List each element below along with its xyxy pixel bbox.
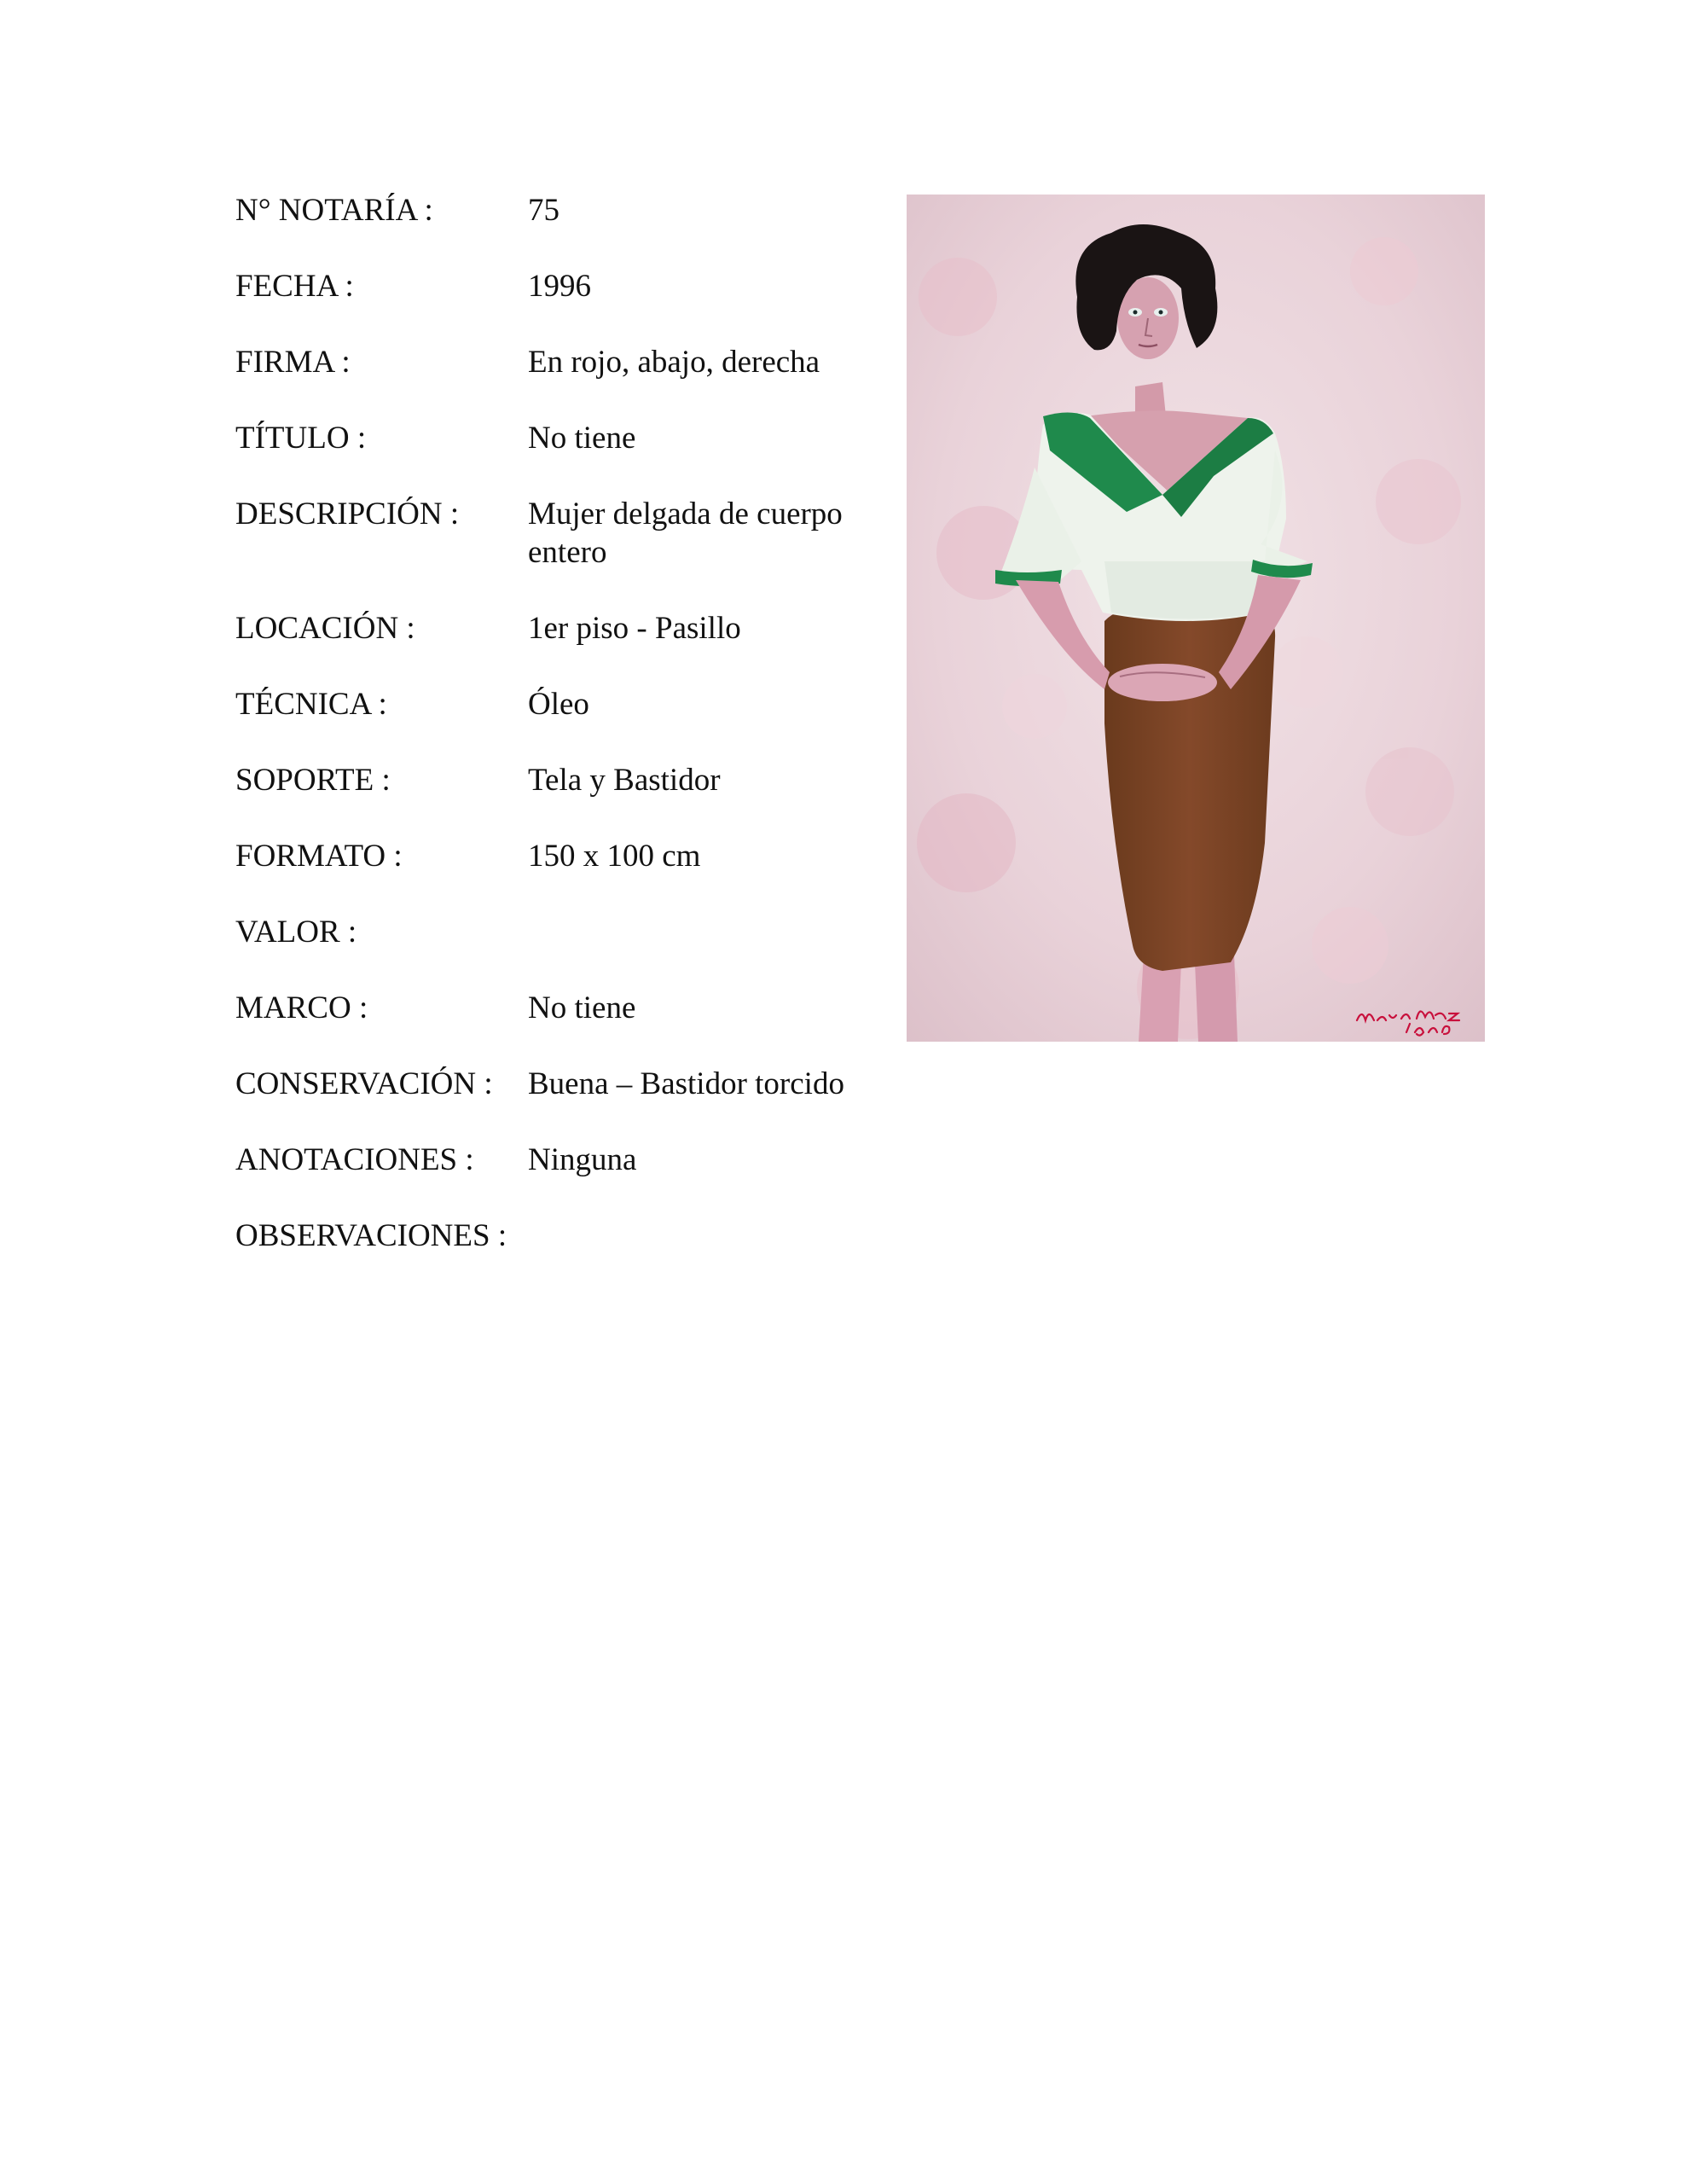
field-label: FIRMA : bbox=[235, 345, 351, 380]
field-value: Tela y Bastidor bbox=[528, 763, 721, 798]
field-value: Mujer delgada de cuerpo entero bbox=[528, 497, 843, 570]
field-value: No tiene bbox=[528, 990, 636, 1025]
field-label: N° NOTARÍA : bbox=[235, 193, 433, 228]
field-label: VALOR : bbox=[235, 915, 357, 950]
field-value: Ninguna bbox=[528, 1142, 637, 1177]
field-value: 1996 bbox=[528, 269, 591, 304]
field-label: DESCRIPCIÓN : bbox=[235, 497, 460, 531]
field-row-notaria bbox=[235, 191, 884, 229]
field-label: OBSERVACIONES : bbox=[235, 1218, 507, 1253]
field-label: ANOTACIONES : bbox=[235, 1142, 474, 1177]
field-row-locacion bbox=[235, 609, 884, 648]
field-label: FECHA : bbox=[235, 269, 354, 304]
field-row-observaciones bbox=[235, 1217, 884, 1255]
field-row-firma bbox=[235, 343, 884, 381]
field-label: TÉCNICA : bbox=[235, 687, 387, 722]
field-label: LOCACIÓN : bbox=[235, 611, 415, 646]
field-label: FORMATO : bbox=[235, 839, 403, 874]
field-row-tecnica bbox=[235, 685, 884, 723]
field-value: 1er piso - Pasillo bbox=[528, 611, 741, 646]
field-value: En rojo, abajo, derecha bbox=[528, 345, 820, 380]
field-row-marco bbox=[235, 989, 884, 1027]
field-row-fecha bbox=[235, 267, 884, 305]
field-value: Buena – Bastidor torcido bbox=[528, 1066, 844, 1101]
field-label: TÍTULO : bbox=[235, 421, 367, 456]
field-value: No tiene bbox=[528, 421, 636, 456]
field-label: SOPORTE : bbox=[235, 763, 391, 798]
field-value: 150 x 100 cm bbox=[528, 839, 701, 874]
field-value: Óleo bbox=[528, 687, 589, 722]
painting-image bbox=[907, 195, 1485, 1042]
field-row-titulo bbox=[235, 419, 884, 457]
field-row-anotaciones bbox=[235, 1141, 884, 1179]
field-row-soporte bbox=[235, 761, 884, 799]
field-row-formato bbox=[235, 837, 884, 875]
field-row-conservacion bbox=[235, 1065, 884, 1103]
field-label: CONSERVACIÓN : bbox=[235, 1066, 493, 1101]
record-fields bbox=[235, 191, 884, 1292]
field-row-descripcion bbox=[235, 495, 884, 572]
field-row-valor bbox=[235, 913, 884, 951]
field-label: MARCO : bbox=[235, 990, 368, 1025]
hands bbox=[1108, 664, 1217, 701]
field-value: 75 bbox=[528, 193, 559, 228]
